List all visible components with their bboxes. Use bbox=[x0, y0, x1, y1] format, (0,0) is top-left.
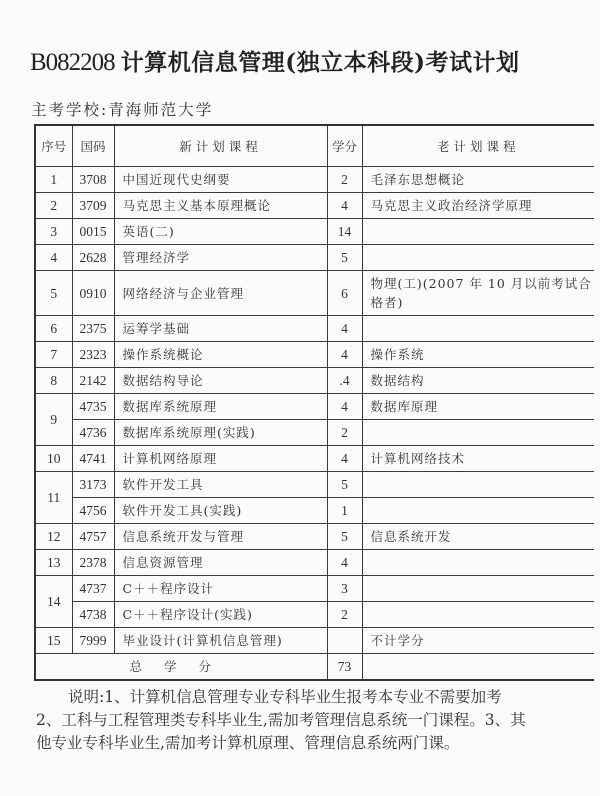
table-row bbox=[35, 550, 594, 576]
header-old-course: 老计划课程 bbox=[362, 125, 594, 167]
seq-cell: 6 bbox=[35, 316, 72, 342]
table-row bbox=[35, 446, 594, 472]
header-code: 国码 bbox=[72, 125, 114, 167]
total-row bbox=[35, 654, 594, 681]
table-row bbox=[35, 193, 594, 219]
credits-cell: 4 bbox=[327, 193, 362, 219]
seq-cell: 2 bbox=[35, 193, 72, 219]
table-header-row bbox=[35, 125, 594, 167]
course-name-cell: 管理经济学 bbox=[114, 245, 327, 271]
code-cell: 3708 bbox=[72, 167, 114, 193]
course-name-cell: 信息资源管理 bbox=[114, 550, 327, 576]
course-name-cell: 软件开发工具 bbox=[114, 472, 327, 498]
seq-cell: 10 bbox=[35, 446, 72, 472]
old-course-cell bbox=[362, 472, 594, 498]
seq-cell: 1 bbox=[35, 167, 72, 193]
table-row bbox=[35, 368, 594, 394]
course-name-cell: 网络经济与企业管理 bbox=[114, 271, 327, 316]
old-course-cell bbox=[362, 245, 594, 271]
course-name-cell: 数据结构导论 bbox=[114, 368, 327, 394]
old-course-cell: 数据库原理 bbox=[362, 394, 594, 420]
note-line-2: 2、工科与工程管理类专科毕业生,需加考管理信息系统一门课程。3、其 bbox=[36, 711, 526, 729]
code-cell: 2375 bbox=[72, 316, 114, 342]
old-course-cell bbox=[362, 550, 594, 576]
table-row bbox=[35, 219, 594, 245]
total-empty-cell bbox=[362, 654, 594, 681]
code-cell: 7999 bbox=[72, 628, 114, 654]
seq-cell: 12 bbox=[35, 524, 72, 550]
old-course-cell bbox=[362, 602, 594, 628]
title-code: B082208 bbox=[30, 49, 115, 76]
header-new-course: 新计划课程 bbox=[114, 125, 327, 167]
code-cell: 3173 bbox=[72, 472, 114, 498]
course-name-cell: 软件开发工具(实践) bbox=[114, 498, 327, 524]
table-row bbox=[35, 271, 594, 316]
table-row bbox=[35, 524, 594, 550]
code-cell: 4756 bbox=[72, 498, 114, 524]
seq-cell: 4 bbox=[35, 245, 72, 271]
credits-cell: .4 bbox=[327, 368, 362, 394]
old-course-cell: 操作系统 bbox=[362, 342, 594, 368]
seq-cell: 13 bbox=[35, 550, 72, 576]
table-row bbox=[35, 628, 594, 654]
credits-cell: 5 bbox=[327, 524, 362, 550]
code-cell: 2142 bbox=[72, 368, 114, 394]
old-course-cell bbox=[362, 498, 594, 524]
credits-cell: 3 bbox=[327, 576, 362, 602]
seq-cell: 15 bbox=[35, 628, 72, 654]
course-name-cell: 数据库系统原理 bbox=[114, 394, 327, 420]
old-course-cell bbox=[362, 316, 594, 342]
old-course-cell: 毛泽东思想概论 bbox=[362, 167, 594, 193]
note-line-3: 他专业专科毕业生,需加考计算机原理、管理信息系统两门课。 bbox=[36, 734, 460, 752]
credits-cell bbox=[327, 628, 362, 654]
old-course-cell: 马克思主义政治经济学原理 bbox=[362, 193, 594, 219]
page-title bbox=[30, 44, 600, 77]
credits-cell: 2 bbox=[327, 602, 362, 628]
credits-cell: 1 bbox=[327, 498, 362, 524]
old-course-cell bbox=[362, 576, 594, 602]
course-name-cell: 数据库系统原理(实践) bbox=[114, 420, 327, 446]
course-name-cell: 运筹学基础 bbox=[114, 316, 327, 342]
note-line-1: 说明:1、计算机信息管理专业专科毕业生报考本专业不需要加考 bbox=[68, 688, 502, 706]
seq-cell: 8 bbox=[35, 368, 72, 394]
course-name-cell: 毕业设计(计算机信息管理) bbox=[114, 628, 327, 654]
total-credits: 73 bbox=[327, 654, 362, 681]
course-name-cell: 操作系统概论 bbox=[114, 342, 327, 368]
old-course-cell: 不计学分 bbox=[362, 628, 594, 654]
table-row bbox=[35, 316, 594, 342]
old-course-cell: 物理(工)(2007 年 10 月以前考试合格者) bbox=[362, 271, 594, 316]
code-cell: 2628 bbox=[72, 245, 114, 271]
credits-cell: 4 bbox=[327, 446, 362, 472]
credits-cell: 5 bbox=[327, 245, 362, 271]
table-row bbox=[35, 420, 594, 446]
course-name-cell: 计算机网络原理 bbox=[114, 446, 327, 472]
credits-cell: 14 bbox=[327, 219, 362, 245]
table-row bbox=[35, 167, 594, 193]
code-cell: 4738 bbox=[72, 602, 114, 628]
table-row bbox=[35, 576, 594, 602]
course-name-cell: C＋＋程序设计(实践) bbox=[114, 602, 327, 628]
header-seq: 序号 bbox=[35, 125, 72, 167]
credits-cell: 4 bbox=[327, 342, 362, 368]
code-cell: 0015 bbox=[72, 219, 114, 245]
table-row bbox=[35, 602, 594, 628]
credits-cell: 2 bbox=[327, 420, 362, 446]
title-text: 计算机信息管理(独立本科段)考试计划 bbox=[120, 49, 520, 76]
code-cell: 3709 bbox=[72, 193, 114, 219]
course-name-cell: 中国近现代史纲要 bbox=[114, 167, 327, 193]
code-cell: 2323 bbox=[72, 342, 114, 368]
old-course-cell: 信息系统开发 bbox=[362, 524, 594, 550]
seq-cell: 11 bbox=[35, 472, 72, 524]
old-course-cell: 计算机网络技术 bbox=[362, 446, 594, 472]
old-course-cell: 数据结构 bbox=[362, 368, 594, 394]
seq-cell: 14 bbox=[35, 576, 72, 628]
old-course-cell bbox=[362, 420, 594, 446]
code-cell: 2378 bbox=[72, 550, 114, 576]
table-row bbox=[35, 498, 594, 524]
code-cell: 4741 bbox=[72, 446, 114, 472]
seq-cell: 3 bbox=[35, 219, 72, 245]
code-cell: 4757 bbox=[72, 524, 114, 550]
code-cell: 4736 bbox=[72, 420, 114, 446]
code-cell: 4735 bbox=[72, 394, 114, 420]
credits-cell: 4 bbox=[327, 394, 362, 420]
course-name-cell: 英语(二) bbox=[114, 219, 327, 245]
header-credits: 学分 bbox=[327, 125, 362, 167]
credits-cell: 6 bbox=[327, 271, 362, 316]
seq-cell: 7 bbox=[35, 342, 72, 368]
table-row bbox=[35, 394, 594, 420]
code-cell: 4737 bbox=[72, 576, 114, 602]
table-row bbox=[35, 245, 594, 271]
total-label: 总学分 bbox=[35, 654, 327, 681]
table-row bbox=[35, 472, 594, 498]
credits-cell: 2 bbox=[327, 167, 362, 193]
exam-plan-table bbox=[34, 124, 594, 681]
table-row bbox=[35, 342, 594, 368]
course-name-cell: C＋＋程序设计 bbox=[114, 576, 327, 602]
seq-cell: 5 bbox=[35, 271, 72, 316]
credits-cell: 5 bbox=[327, 472, 362, 498]
seq-cell: 9 bbox=[35, 394, 72, 446]
host-school: 主考学校:青海师范大学 bbox=[31, 101, 214, 119]
code-cell: 0910 bbox=[72, 271, 114, 316]
credits-cell: 4 bbox=[327, 550, 362, 576]
notes-section bbox=[36, 686, 600, 755]
credits-cell: 4 bbox=[327, 316, 362, 342]
course-name-cell: 马克思主义基本原理概论 bbox=[114, 193, 327, 219]
course-name-cell: 信息系统开发与管理 bbox=[114, 524, 327, 550]
old-course-cell bbox=[362, 219, 594, 245]
